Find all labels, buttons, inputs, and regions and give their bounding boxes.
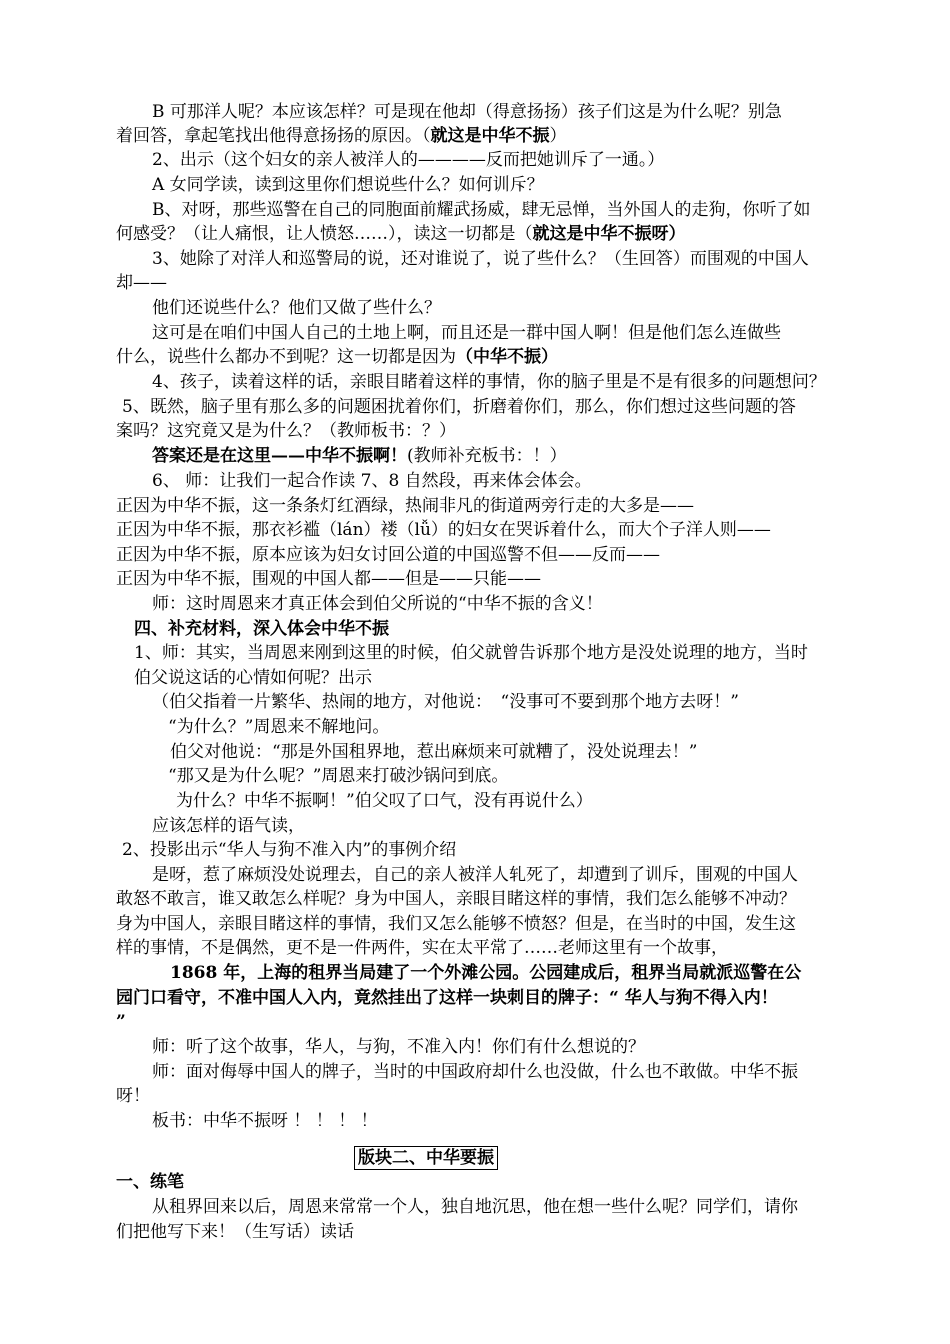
paragraph-line: 何感受？（让人痛恨，让人愤怒……），读这一切都是（就这是中华不振呀） [116,224,686,244]
paragraph-line: 师：这时周恩来才真正体会到伯父所说的“中华不振的含义！ [152,594,603,614]
paragraph-line: 3、她除了对洋人和巡警局的说，还对谁说了，说了些什么？（生回答）而围观的中国人 [152,249,809,269]
section-heading: 四、补充材料，深入体会中华不振 [134,619,389,639]
paragraph-line: 正因为中华不振，围观的中国人都——但是——只能—— [116,569,541,589]
paragraph-line: 板书：中华不振呀 ！ ！ ！ ！ [152,1111,378,1131]
section-title-box: 版块二、中华要振 [354,1146,498,1170]
story-line: 园门口看守，不准中国人入内，竟然挂出了这样一块刺目的牌子：“ 华人与狗不得入内！ [116,988,778,1008]
story-line: 1868 年，上海的租界当局建了一个外滩公园。公园建成后，租界当局就派巡警在公 [170,963,802,983]
quote-line: 伯父对他说：“那是外国租界地，惹出麻烦来可就糟了，没处说理去！” [170,742,698,762]
paragraph-line: 从租界回来以后，周恩来常常一个人，独自地沉思，他在想一些什么呢？同学们，请你 [152,1197,798,1217]
quote-line: （伯父指着一片繁华、热闹的地方，对他说： “没事可不要到那个地方去呀！” [152,692,739,712]
paragraph-line: 是呀，惹了麻烦没处说理去，自己的亲人被洋人轧死了，却遭到了训斥，围观的中国人 [152,865,798,885]
paragraph-line: B、对呀，那些巡警在自己的同胞面前耀武扬威，肆无忌惮，当外国人的走狗，你听了如 [152,200,811,220]
paragraph-line: 什么，说些什么都办不到呢？这一切都是因为（中华不振） [116,347,558,367]
paragraph-line: 着回答，拿起笔找出他得意扬扬的原因。（就这是中华不振） [116,126,567,146]
paragraph-line: 伯父说这话的心情如何呢？出示 [134,668,372,688]
paragraph-line: 答案还是在这里——中华不振啊！(教师补充板书：！） [152,446,567,466]
paragraph-line: 身为中国人，亲眼目睹这样的事情，我们又怎么能够不愤怒？但是，在当时的中国，发生这 [116,914,796,934]
paragraph-line: 师：听了这个故事，华人，与狗，不准入内！你们有什么想说的？ [152,1037,645,1057]
paragraph-line: 他们还说些什么？他们又做了些什么？ [152,298,441,318]
quote-line: 为什么？中华不振啊！”伯父叹了口气，没有再说什么） [176,791,593,811]
paragraph-line: 样的事情，不是偶然，更不是一件两件，实在太平常了……老师这里有一个故事， [116,938,728,958]
paragraph-line: 6、 师：让我们一起合作读 7、8 自然段，再来体会体会。 [152,471,592,491]
quote-line: “那又是为什么呢？”周恩来打破沙锅问到底。 [168,766,509,786]
paragraph-line: 却—— [116,273,167,293]
section-heading: 一、练笔 [116,1172,184,1192]
paragraph-line: 正因为中华不振，那衣衫褴（lán）褛（lǚ）的妇女在哭诉着什么，而大个子洋人则—— [116,520,771,540]
paragraph-line: 这可是在咱们中国人自己的土地上啊，而且还是一群中国人啊！但是他们怎么连做些 [152,323,781,343]
paragraph-line: 正因为中华不振，原本应该为妇女讨回公道的中国巡警不但——反而—— [116,545,660,565]
paragraph-line: 4、孩子，读着这样的话，亲眼目睹着这样的事情，你的脑子里是不是有很多的问题想问？ [152,372,826,392]
paragraph-line: 2、投影出示“华人与狗不准入内”的事例介绍 [122,840,457,860]
paragraph-line: 正因为中华不振，这一条条灯红酒绿，热闹非凡的街道两旁行走的大多是—— [116,496,694,516]
quote-line: “为什么？”周恩来不解地问。 [168,717,390,737]
paragraph-line: 们把他写下来！（生写话）读话 [116,1222,354,1242]
paragraph-line: 应该怎样的语气读， [152,816,305,836]
paragraph-line: A 女同学读，读到这里你们想说些什么？如何训斥？ [152,175,544,195]
paragraph-line: B 可那洋人呢？本应该怎样？可是现在他却（得意扬扬）孩子们这是为什么呢？别急 [152,102,782,122]
paragraph-line: 呀！ [116,1086,150,1106]
story-line: ” [116,1012,126,1032]
paragraph-line: 敢怒不敢言，谁又敢怎么样呢？身为中国人，亲眼目睹这样的事情，我们怎么能够不冲动？ [116,889,796,909]
paragraph-line: 2、出示（这个妇女的亲人被洋人的————反而把她训斥了一通。） [152,150,665,170]
paragraph-line: 5、既然，脑子里有那么多的问题困扰着你们，折磨着你们，那么，你们想过这些问题的答 [122,397,796,417]
paragraph-line: 案吗？这究竟又是为什么？（教师板书：？） [116,421,456,441]
paragraph-line: 师：面对侮辱中国人的牌子，当时的中国政府却什么也没做，什么也不敢做。中华不振 [152,1062,798,1082]
paragraph-line: 1、师：其实，当周恩来刚到这里的时候，伯父就曾告诉那个地方是没处说理的地方，当时 [134,643,808,663]
